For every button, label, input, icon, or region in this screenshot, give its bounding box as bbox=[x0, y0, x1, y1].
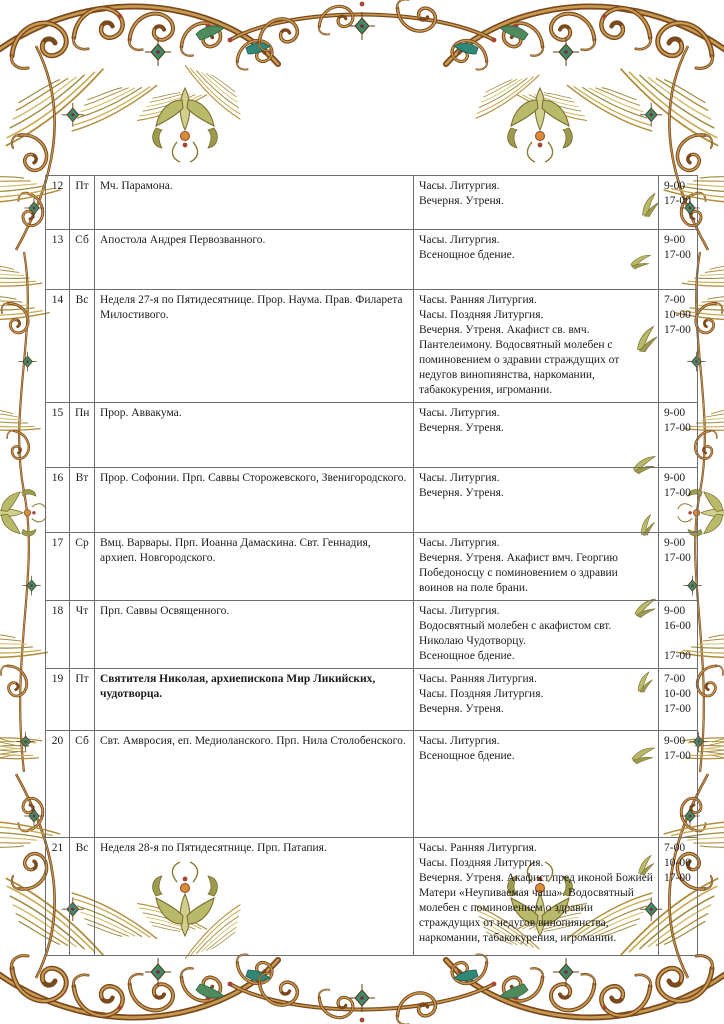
service-line: Часы. Ранняя Литургия. bbox=[419, 842, 537, 854]
date-cell: 12 bbox=[46, 176, 70, 230]
service-line: Вечерня. Утреня. bbox=[419, 703, 504, 715]
service-line: Часы. Литургия. bbox=[419, 605, 500, 617]
times-cell bbox=[659, 731, 698, 838]
time-line: 9-00 bbox=[664, 407, 686, 419]
time-line: 7-00 bbox=[664, 294, 686, 306]
date-cell: 13 bbox=[46, 230, 70, 290]
day-cell: Вс bbox=[70, 838, 95, 956]
time-line: 10-00 bbox=[664, 309, 691, 321]
services-cell bbox=[414, 468, 659, 533]
service-line: Часы. Ранняя Литургия. bbox=[419, 673, 537, 685]
description-text: Свт. Амвросия, еп. Медиоланского. Прп. Нила Столобенского. bbox=[100, 735, 406, 747]
times-cell bbox=[659, 176, 698, 230]
times-cell bbox=[659, 290, 698, 403]
time-line bbox=[664, 634, 692, 649]
time-line: 17-00 bbox=[664, 650, 691, 662]
table-row bbox=[46, 731, 698, 838]
day-cell: Пт bbox=[70, 176, 95, 230]
description-cell bbox=[95, 403, 414, 468]
time-line: 9-00 bbox=[664, 605, 686, 617]
time-line: 9-00 bbox=[664, 180, 686, 192]
date-cell: 20 bbox=[46, 731, 70, 838]
time-line: 7-00 bbox=[664, 842, 686, 854]
table-row bbox=[46, 290, 698, 403]
description-cell bbox=[95, 468, 414, 533]
description-cell bbox=[95, 669, 414, 731]
service-line: Часы. Литургия. bbox=[419, 472, 500, 484]
service-line: Часы. Поздняя Литургия. bbox=[419, 309, 544, 321]
service-line: Часы. Литургия. bbox=[419, 735, 500, 747]
table-row bbox=[46, 601, 698, 669]
time-line: 17-00 bbox=[664, 552, 691, 564]
service-line: Вечерня. Утреня. Акафист пред иконой Божией Матери «Неупиваемая чаша». Водосвятный молебен с поминовением о здравии страждущих от недугов винопиянства, наркомании, табакокурения, игромании. bbox=[419, 872, 653, 944]
description-cell bbox=[95, 533, 414, 601]
services-cell bbox=[414, 731, 659, 838]
time-line: 10-00 bbox=[664, 857, 691, 869]
description-cell bbox=[95, 731, 414, 838]
description-cell bbox=[95, 176, 414, 230]
time-line: 9-00 bbox=[664, 234, 686, 246]
times-cell bbox=[659, 601, 698, 669]
times-cell bbox=[659, 838, 698, 956]
description-text: Святителя Николая, архиепископа Мир Ликийских, чудотворца. bbox=[100, 673, 376, 700]
day-cell: Вс bbox=[70, 290, 95, 403]
day-cell: Ср bbox=[70, 533, 95, 601]
time-line: 16-00 bbox=[664, 620, 691, 632]
date-cell: 15 bbox=[46, 403, 70, 468]
service-line: Водосвятный молебен с акафистом свт. Николаю Чудотворцу. bbox=[419, 620, 612, 647]
service-line: Всенощное бдение. bbox=[419, 249, 515, 261]
time-line: 17-00 bbox=[664, 324, 691, 336]
table-row bbox=[46, 838, 698, 956]
services-cell bbox=[414, 601, 659, 669]
services-cell bbox=[414, 838, 659, 956]
description-text: Прор. Аввакума. bbox=[100, 407, 182, 419]
description-text: Неделя 28-я по Пятидесятнице. Прп. Патапия. bbox=[100, 842, 327, 854]
service-line: Всенощное бдение. bbox=[419, 750, 515, 762]
service-line: Часы. Литургия. bbox=[419, 537, 500, 549]
table-row bbox=[46, 533, 698, 601]
day-cell: Пт bbox=[70, 669, 95, 731]
service-line: Часы. Поздняя Литургия. bbox=[419, 857, 544, 869]
service-line: Часы. Литургия. bbox=[419, 407, 500, 419]
day-cell: Сб bbox=[70, 230, 95, 290]
time-line: 17-00 bbox=[664, 487, 691, 499]
time-line: 17-00 bbox=[664, 703, 691, 715]
service-line: Часы. Литургия. bbox=[419, 234, 500, 246]
time-line: 17-00 bbox=[664, 249, 691, 261]
description-text: Мч. Парамона. bbox=[100, 180, 173, 192]
time-line: 17-00 bbox=[664, 422, 691, 434]
date-cell: 14 bbox=[46, 290, 70, 403]
times-cell bbox=[659, 403, 698, 468]
day-cell: Чт bbox=[70, 601, 95, 669]
services-cell bbox=[414, 176, 659, 230]
time-line: 9-00 bbox=[664, 537, 686, 549]
date-cell: 18 bbox=[46, 601, 70, 669]
schedule-rows bbox=[46, 176, 698, 956]
table-row bbox=[46, 176, 698, 230]
service-line: Часы. Ранняя Литургия. bbox=[419, 294, 537, 306]
description-text: Вмц. Варвары. Прп. Иоанна Дамаскина. Свт. Геннадия, архиеп. Новгородского. bbox=[100, 537, 371, 564]
time-line: 17-00 bbox=[664, 750, 691, 762]
table-row bbox=[46, 403, 698, 468]
description-text: Апостола Андрея Первозванного. bbox=[100, 234, 266, 246]
service-line: Вечерня. Утреня. bbox=[419, 487, 504, 499]
services-cell bbox=[414, 669, 659, 731]
time-line: 9-00 bbox=[664, 472, 686, 484]
times-cell bbox=[659, 533, 698, 601]
service-line: Часы. Литургия. bbox=[419, 180, 500, 192]
services-cell bbox=[414, 290, 659, 403]
day-cell: Пн bbox=[70, 403, 95, 468]
date-cell: 21 bbox=[46, 838, 70, 956]
service-schedule-table bbox=[45, 175, 698, 956]
time-line: 17-00 bbox=[664, 195, 691, 207]
table-row bbox=[46, 669, 698, 731]
description-text: Прп. Саввы Освященного. bbox=[100, 605, 230, 617]
times-cell bbox=[659, 230, 698, 290]
services-cell bbox=[414, 230, 659, 290]
day-cell: Вт bbox=[70, 468, 95, 533]
time-line: 9-00 bbox=[664, 735, 686, 747]
service-line: Всенощное бдение. bbox=[419, 650, 515, 662]
times-cell bbox=[659, 468, 698, 533]
service-line: Вечерня. Утреня. bbox=[419, 422, 504, 434]
services-cell bbox=[414, 403, 659, 468]
description-cell bbox=[95, 838, 414, 956]
time-line: 17-00 bbox=[664, 872, 691, 884]
services-cell bbox=[414, 533, 659, 601]
service-line: Вечерня. Утреня. Акафист св. вмч. Пантелеимону. Водосвятный молебен с поминовением о здравии страждущих от недугов винопиянства, наркомании, табакокурения, игромании. bbox=[419, 324, 620, 396]
time-line: 10-00 bbox=[664, 688, 691, 700]
description-text: Неделя 27-я по Пятидесятнице. Прор. Наума. Прав. Филарета Милостивого. bbox=[100, 294, 403, 321]
table-row bbox=[46, 230, 698, 290]
description-cell bbox=[95, 290, 414, 403]
date-cell: 17 bbox=[46, 533, 70, 601]
date-cell: 19 bbox=[46, 669, 70, 731]
service-line: Вечерня. Утреня. Акафист вмч. Георгию Победоносцу с поминовением о здравии воинов на поле брани. bbox=[419, 552, 618, 594]
description-cell bbox=[95, 230, 414, 290]
day-cell: Сб bbox=[70, 731, 95, 838]
description-cell bbox=[95, 601, 414, 669]
date-cell: 16 bbox=[46, 468, 70, 533]
service-line: Вечерня. Утреня. bbox=[419, 195, 504, 207]
service-line: Часы. Поздняя Литургия. bbox=[419, 688, 544, 700]
times-cell bbox=[659, 669, 698, 731]
description-text: Прор. Софонии. Прп. Саввы Сторожевского, Звенигородского. bbox=[100, 472, 407, 484]
table-row bbox=[46, 468, 698, 533]
time-line: 7-00 bbox=[664, 673, 686, 685]
